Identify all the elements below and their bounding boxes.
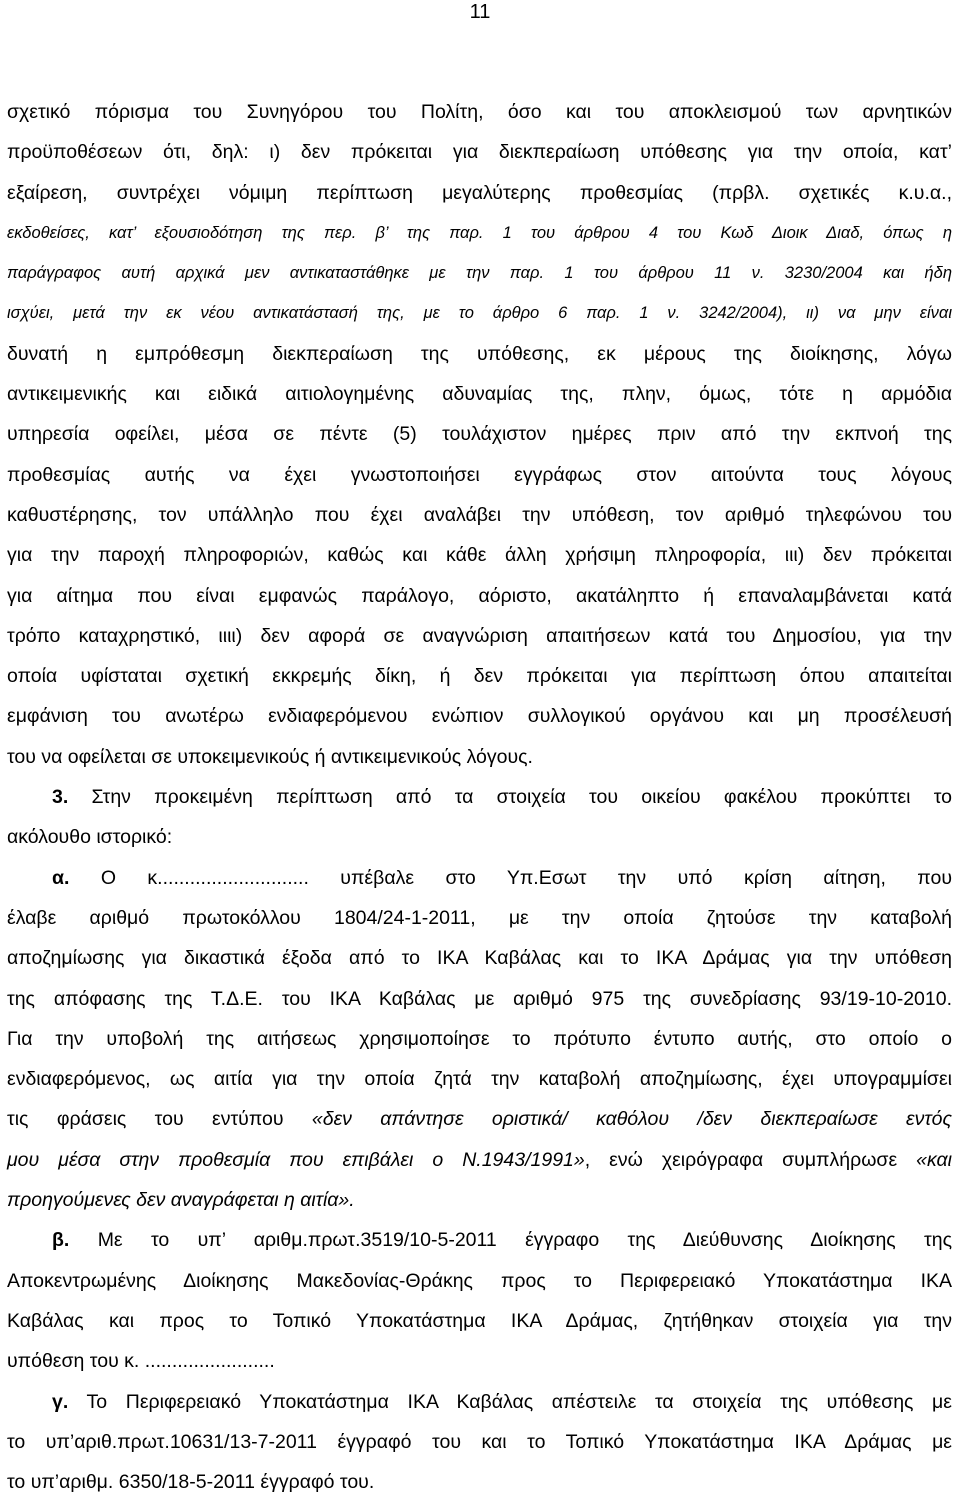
text-line: το υπ’αριθ.πρωτ.10631/13-7-2011 έγγραφό του και το Τοπικό Υποκατάστημα ΙΚΑ Δράμας με <box>7 1422 952 1462</box>
text-line: το υπ’αριθμ. 6350/18-5-2011 έγγραφό του. <box>7 1462 952 1502</box>
text-line: έλαβε αριθμό πρωτοκόλλου 1804/24-1-2011, με την οποία ζητούσε την καταβολή <box>7 898 952 938</box>
item-b <box>7 1220 952 1381</box>
text-line <box>7 858 952 898</box>
item-c <box>7 1382 952 1502</box>
text-line: καθυστέρησης, τον υπάλληλο που έχει αναλάβει την υπόθεση, τον αριθμό τηλεφώνου του <box>7 495 952 535</box>
text-line: δυνατή η εμπρόθεσμη διεκπεραίωση της υπόθεσης, εκ μέρους της διοίκησης, λόγω <box>7 334 952 374</box>
quoted-phrase: «και <box>916 1149 952 1171</box>
item-a <box>7 858 952 1221</box>
text-line <box>7 1382 952 1422</box>
text-line: υπηρεσία οφείλει, μέσα σε πέντε (5) τουλάχιστον ημέρες πριν από την εκπνοή της <box>7 414 952 454</box>
text-line: ισχύει, μετά την εκ νέου αντικατάστασή της, με το άρθρο 6 παρ. 1 ν. 3242/2004), ιι) να μην είναι <box>7 293 952 333</box>
text-line: για αίτημα που είναι εμφανώς παράλογο, αόριστο, ακατάληπτο ή επαναλαμβάνεται κατά <box>7 576 952 616</box>
text-line: υπόθεση του κ. ........................ <box>7 1341 952 1381</box>
item-label: α. <box>52 867 69 889</box>
item-b-text: Με το υπ’ αριθμ.πρωτ.3519/10-5-2011 έγγραφο της Διεύθυνσης Διοίκησης της <box>98 1229 952 1251</box>
item-label: γ. <box>52 1391 68 1413</box>
text-line: του να οφείλεται σε υποκειμενικούς ή αντικειμενικούς λόγους. <box>7 737 952 777</box>
text-line: προηγούμενες δεν αναγράφεται η αιτία». <box>7 1180 952 1220</box>
text-line: αποζημίωσης για δικαστικά έξοδα από το ΙΚΑ Καβάλας και το ΙΚΑ Δράμας για την υπόθεση <box>7 938 952 978</box>
text-line: οποία υφίσταται σχετική εκκρεμής δίκη, ή δεν πρόκειται για περίπτωση όπου απαιτείται <box>7 656 952 696</box>
text-line <box>7 1099 952 1139</box>
section-number: 3. <box>52 786 68 808</box>
text-line <box>7 1220 952 1260</box>
text-fragment: , ενώ χειρόγραφα συμπλήρωσε <box>585 1149 916 1171</box>
section-3 <box>7 777 952 858</box>
text-line: Για την υποβολή της αιτήσεως χρησιμοποίησε το πρότυπο έντυπο αυτής, στο οποίο ο <box>7 1019 952 1059</box>
text-fragment: τις φράσεις του εντύπου <box>7 1108 312 1130</box>
text-line: παράγραφος αυτή αρχικά μεν αντικαταστάθηκε με την παρ. 1 του άρθρου 11 ν. 3230/2004 και ήδη <box>7 253 952 293</box>
text-line: αντικειμενικής και ειδικά αιτιολογημένης αδυναμίας της, πλην, όμως, τότε η αρμόδια <box>7 374 952 414</box>
text-line: ακόλουθο ιστορικό: <box>7 817 952 857</box>
text-line: εξαίρεση, συντρέχει νόμιμη περίπτωση μεγαλύτερης προθεσμίας (πρβλ. σχετικές κ.υ.α., <box>7 173 952 213</box>
text-line: Καβάλας και προς το Τοπικό Υποκατάστημα ΙΚΑ Δράμας, ζητήθηκαν στοιχεία για την <box>7 1301 952 1341</box>
item-a-text: Ο κ............................ υπέβαλε στο Υπ.Εσωτ την υπό κρίση αίτηση, που <box>101 867 952 889</box>
text-line: της απόφασης της Τ.Δ.Ε. του ΙΚΑ Καβάλας με αριθμό 975 της συνεδρίασης 93/19-10-2010. <box>7 979 952 1019</box>
text-line: για την παροχή πληροφοριών, καθώς και κάθε άλλη χρήσιμη πληροφορία, ιιι) δεν πρόκειται <box>7 535 952 575</box>
text-line: προθεσμίας αυτής να έχει γνωστοποιήσει εγγράφως στον αιτούντα τους λόγους <box>7 455 952 495</box>
text-line: εκδοθείσες, κατ’ εξουσιοδότηση της περ. β’ της παρ. 1 του άρθρου 4 του Κωδ Διοικ Διαδ, όπως η <box>7 213 952 253</box>
text-line: σχετικό πόρισμα του Συνηγόρου του Πολίτη, όσο και του αποκλεισμού των αρνητικών <box>7 92 952 132</box>
section-3-text: Στην προκειμένη περίπτωση από τα στοιχεία του οικείου φακέλου προκύπτει το <box>92 786 952 808</box>
text-line: προϋποθέσεων ότι, δηλ: ι) δεν πρόκειται για διεκπεραίωση υπόθεσης για την οποία, κατ’ <box>7 132 952 172</box>
item-label: β. <box>52 1229 69 1251</box>
text-line: ενδιαφερόμενος, ως αιτία για την οποία ζητά την καταβολή αποζημίωσης, έχει υπογραμμίσει <box>7 1059 952 1099</box>
page-number: 11 <box>0 0 960 24</box>
text-line: τρόπο καταχρηστικό, ιιιι) δεν αφορά σε αναγνώριση απαιτήσεων κατά του Δημοσίου, για την <box>7 616 952 656</box>
item-c-text: Το Περιφερειακό Υποκατάστημα ΙΚΑ Καβάλας απέστειλε τα στοιχεία της υπόθεσης με <box>87 1391 952 1413</box>
text-line: Αποκεντρωμένης Διοίκησης Μακεδονίας-Θράκης προς το Περιφερειακό Υποκατάστημα ΙΚΑ <box>7 1261 952 1301</box>
document-body <box>7 92 952 1502</box>
paragraph-conditions <box>7 92 952 777</box>
text-line <box>7 777 952 817</box>
text-line: εμφάνιση του ανωτέρω ενδιαφερόμενου ενώπιον συλλογικού οργάνου και μη προσέλευσή <box>7 696 952 736</box>
quoted-phrase: «δεν απάντησε οριστικά/ καθόλου /δεν διεκπεραίωσε εντός <box>312 1108 952 1130</box>
quoted-phrase: μου μέσα στην προθεσμία που επιβάλει ο Ν.1943/1991» <box>7 1149 585 1171</box>
text-line <box>7 1140 952 1180</box>
